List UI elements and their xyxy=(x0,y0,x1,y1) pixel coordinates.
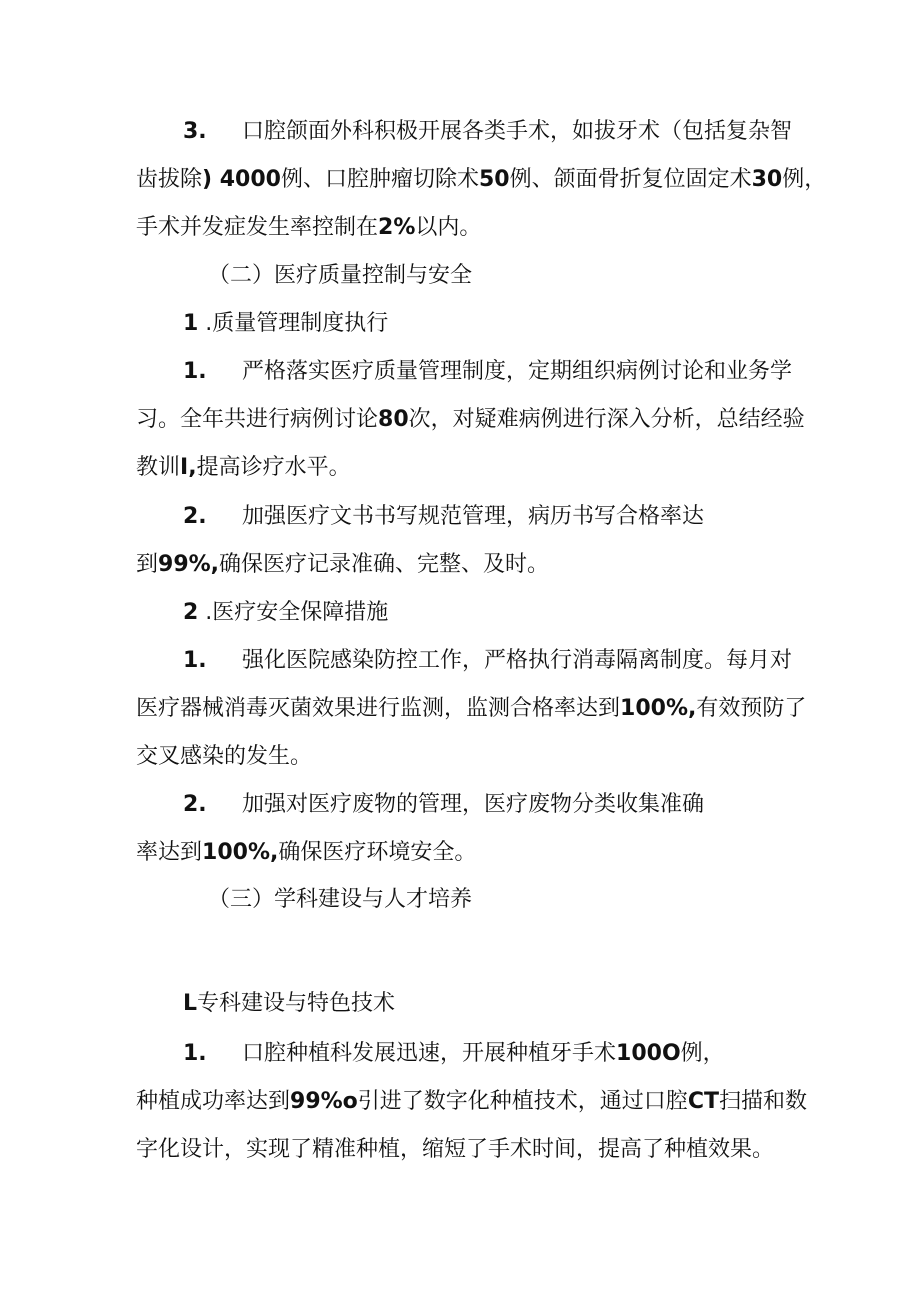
text-run: 引进了数字化种植技术，通过口腔 xyxy=(357,1089,688,1114)
subsection-number: L xyxy=(183,991,198,1016)
text-run: 99%o xyxy=(290,1089,358,1114)
paragraph-line xyxy=(136,1088,807,1116)
paragraph-line: 强化医院感染防控工作，严格执行消毒隔离制度。每月对 xyxy=(242,648,793,673)
text-run: 率达到 xyxy=(136,840,203,865)
list-number: 3. xyxy=(183,119,207,144)
paragraph-line xyxy=(136,551,549,579)
text-run: 例， xyxy=(680,1041,725,1066)
subsection-heading xyxy=(183,990,395,1018)
list-number: 1. xyxy=(183,1041,207,1066)
subsection-title: .医疗安全保障措施 xyxy=(198,600,389,625)
section-heading: （二）医疗质量控制与安全 xyxy=(208,263,473,288)
section-heading: （三）学科建设与人才培养 xyxy=(208,887,473,912)
text-run: 手术并发症发生率控制在 xyxy=(136,215,379,240)
text-run: I, xyxy=(180,455,197,480)
text-run: 到 xyxy=(136,552,159,577)
text-run: 有效预防了 xyxy=(696,696,807,721)
subsection-heading xyxy=(183,599,388,627)
text-run: 提高诊疗水平。 xyxy=(196,455,351,480)
text-run: 2% xyxy=(378,215,416,240)
text-run: 教训 xyxy=(136,455,181,480)
text-run: 口腔种植科发展迅速，开展种植牙手术 xyxy=(242,1041,617,1066)
paragraph-line: 交叉感染的发生。 xyxy=(136,744,313,769)
text-run: 100%, xyxy=(202,840,279,865)
text-run: 80 xyxy=(378,407,409,432)
text-run: 确保医疗记录准确、完整、及时。 xyxy=(219,552,550,577)
text-run: 例、颌面骨折复位固定术 xyxy=(509,167,752,192)
text-run: ) 4000 xyxy=(202,167,281,192)
paragraph-line xyxy=(136,214,481,242)
paragraph-line xyxy=(136,406,805,434)
text-run: 习。全年共进行病例讨论 xyxy=(136,407,379,432)
text-run: 扫描和数 xyxy=(718,1089,807,1114)
text-run: 100%, xyxy=(620,696,697,721)
subsection-title: 专科建设与特色技术 xyxy=(197,991,396,1016)
paragraph-line: 加强对医疗废物的管理，医疗废物分类收集准确 xyxy=(242,792,705,817)
paragraph-line: 严格落实医疗质量管理制度，定期组织病例讨论和业务学 xyxy=(242,359,793,384)
text-run: 例、口腔肿瘤切除术 xyxy=(280,167,479,192)
list-number: 2. xyxy=(183,504,207,529)
text-run: 齿拔除 xyxy=(136,167,203,192)
paragraph-line xyxy=(242,1040,725,1068)
paragraph-line xyxy=(136,454,351,482)
subsection-heading xyxy=(183,310,388,338)
text-run: 例， xyxy=(782,167,827,192)
text-run: CT xyxy=(687,1089,719,1114)
text-run: 种植成功率达到 xyxy=(136,1089,291,1114)
text-run: 50 xyxy=(478,167,510,192)
subsection-number: 1 xyxy=(183,311,199,336)
text-run: 确保医疗环境安全。 xyxy=(278,840,477,865)
paragraph-line: 口腔颌面外科积极开展各类手术，如拔牙术（包括复杂智 xyxy=(242,119,793,144)
paragraph-line xyxy=(136,166,826,194)
text-run: 99%, xyxy=(158,552,220,577)
subsection-title: .质量管理制度执行 xyxy=(198,311,389,336)
list-number: 1. xyxy=(183,648,207,673)
paragraph-line: 加强医疗文书书写规范管理，病历书写合格率达 xyxy=(242,504,705,529)
list-number: 2. xyxy=(183,792,207,817)
text-run: 30 xyxy=(751,167,783,192)
text-run: 医疗器械消毒灭菌效果进行监测，监测合格率达到 xyxy=(136,696,621,721)
text-run: 以内。 xyxy=(415,215,482,240)
paragraph-line: 字化设计，实现了精准种植，缩短了手术时间，提高了种植效果。 xyxy=(136,1137,775,1162)
paragraph-line xyxy=(136,839,476,867)
subsection-number: 2 xyxy=(183,600,199,625)
paragraph-line xyxy=(136,695,806,723)
list-number: 1. xyxy=(183,359,207,384)
text-run: 次，对疑难病例进行深入分析，总结经验 xyxy=(408,407,805,432)
text-run: 100O xyxy=(616,1041,681,1066)
